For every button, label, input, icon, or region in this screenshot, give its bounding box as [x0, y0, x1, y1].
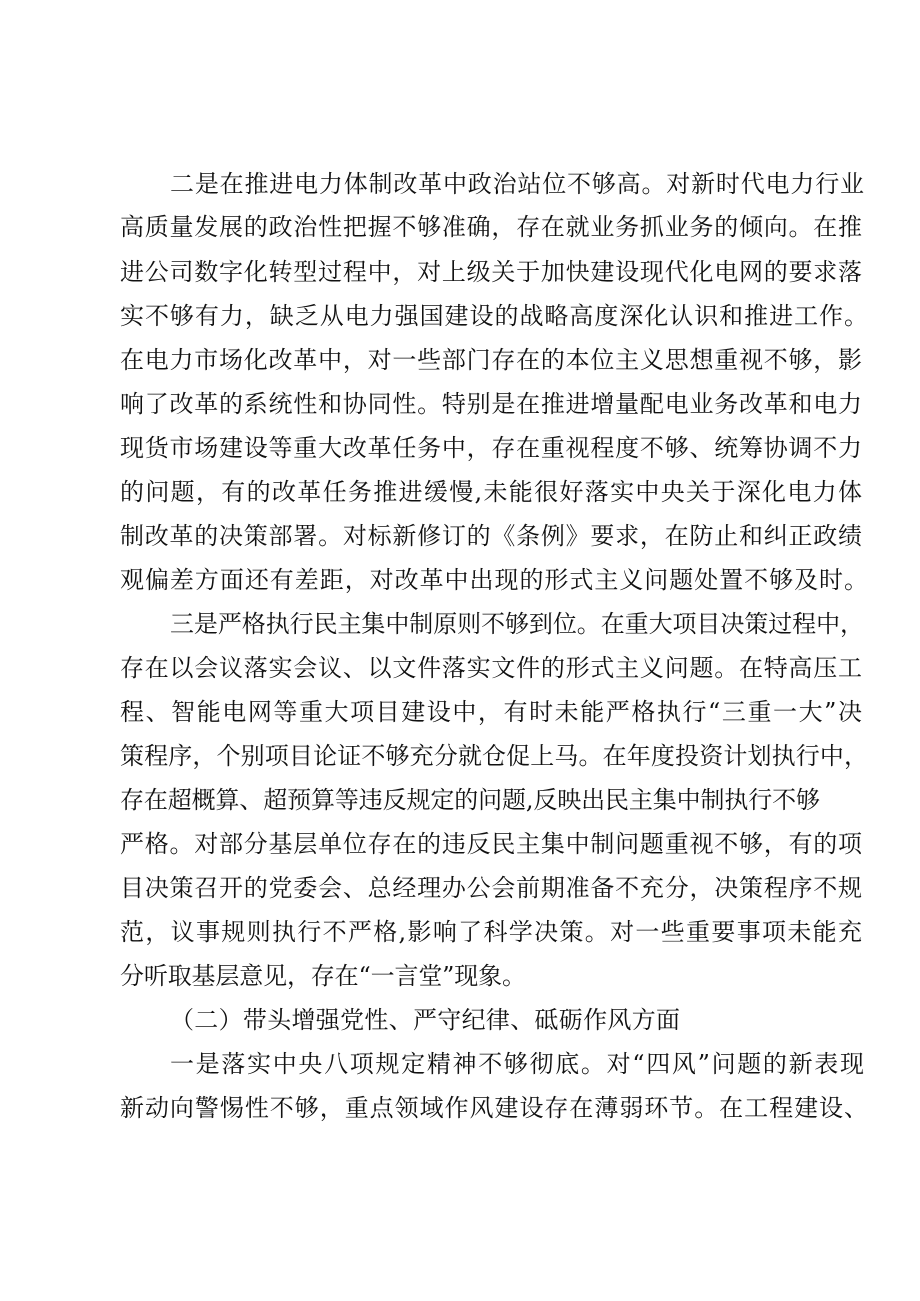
section-heading-text: （二）带头增强党性、严守纪律、砥砺作风方面: [170, 1006, 681, 1034]
text-line: 现货市场建设等重大改革任务中，存在重视程度不够、统筹协调不力: [120, 434, 863, 462]
paragraph-2-line-8: [0, 910, 920, 954]
text-line: 存在超概算、超预算等违反规定的问题,反映出民主集中制执行不够: [120, 786, 820, 814]
text-line: 进公司数字化转型过程中，对上级关于加快建设现代化电网的要求落: [120, 258, 863, 286]
paragraph-1-line-3: [0, 250, 920, 294]
paragraph-1-line-4: [0, 294, 920, 338]
paragraph-2-line-3: [0, 690, 920, 734]
text-line: 二是在推进电力体制改革中政治站位不够高。对新时代电力行业: [170, 170, 865, 198]
paragraph-2-line-1: [0, 602, 920, 646]
text-line: 存在以会议落实会议、以文件落实文件的形式主义问题。在特高压工: [120, 654, 863, 682]
paragraph-1-line-7: [0, 426, 920, 470]
paragraph-1-line-2: [0, 205, 920, 249]
text-line: 实不够有力，缺乏从电力强国建设的战略高度深化认识和推进工作。: [120, 302, 869, 330]
paragraph-1-line-5: [0, 338, 920, 382]
text-line: 一是落实中央八项规定精神不够彻底。对“四风”问题的新表现: [170, 1050, 866, 1078]
text-line: 制改革的决策部署。对标新修订的《条例》要求，在防止和纠正政绩: [120, 522, 863, 550]
paragraph-1-line-1: [0, 162, 920, 206]
paragraph-2-line-4: [0, 734, 920, 778]
text-line: 在电力市场化改革中，对一些部门存在的本位主义思想重视不够，影: [120, 346, 863, 374]
paragraph-2-line-2: [0, 646, 920, 690]
paragraph-2-line-9: [0, 954, 920, 998]
text-line: 程、智能电网等重大项目建设中，有时未能严格执行“三重一大”决: [120, 698, 864, 726]
paragraph-1-line-10: [0, 558, 920, 602]
text-line: 的问题，有的改革任务推进缓慢,未能很好落实中央关于深化电力体: [120, 478, 864, 506]
paragraph-1-line-9: [0, 514, 920, 558]
paragraph-2-line-6: [0, 822, 920, 866]
paragraph-1-line-6: [0, 382, 920, 426]
text-line: 分听取基层意见，存在“一言堂”现象。: [120, 962, 526, 990]
text-line: 策程序，个别项目论证不够充分就仓促上马。在年度投资计划执行中，: [120, 742, 869, 770]
paragraph-3-line-1: [0, 1042, 920, 1086]
text-line: 三是严格执行民主集中制原则不够到位。在重大项目决策过程中，: [170, 610, 864, 638]
text-line: 观偏差方面还有差距，对改革中出现的形式主义问题处置不够及时。: [120, 566, 869, 594]
section-heading: [0, 998, 920, 1042]
paragraph-3-line-2: [0, 1086, 920, 1130]
text-line: 新动向警惕性不够，重点领域作风建设存在薄弱环节。在工程建设、: [120, 1094, 869, 1122]
paragraph-2-line-5: [0, 778, 920, 822]
text-line: 严格。对部分基层单位存在的违反民主集中制问题重视不够，有的项: [120, 830, 863, 858]
text-line: 范，议事规则执行不严格,影响了科学决策。对一些重要事项未能充: [120, 918, 864, 946]
text-line: 响了改革的系统性和协同性。特别是在推进增量配电业务改革和电力: [120, 390, 863, 418]
paragraph-2-line-7: [0, 866, 920, 910]
text-line: 高质量发展的政治性把握不够准确，存在就业务抓业务的倾向。在推: [120, 213, 863, 241]
text-line: 目决策召开的党委会、总经理办公会前期准备不充分，决策程序不规: [120, 874, 863, 902]
paragraph-1-line-8: [0, 470, 920, 514]
